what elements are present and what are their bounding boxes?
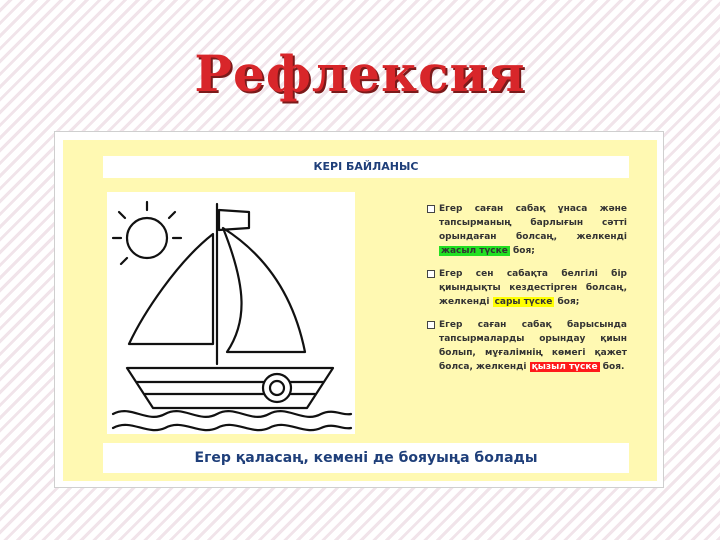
card-footer: Егер қаласаң, кемені де бояуыңа болады: [103, 443, 629, 473]
yellow-panel: [63, 140, 657, 481]
instruction-text: [439, 318, 627, 374]
instruction-list: [427, 202, 627, 383]
sun-icon: [113, 202, 181, 264]
instruction-text-after: боя;: [513, 246, 535, 256]
instruction-text-before: Егер саған сабақ ұнаса және тапсырманың барлығын сәтті орындаған болсаң, желкенді: [439, 204, 627, 242]
instruction-text-before: Егер саған сабақ барысында тапсырмаларды орындау қиын болып, мұғалімнің көмегі қажет болса, желкенді: [439, 320, 627, 372]
checkbox-square-icon: [427, 321, 435, 329]
boat-drawing-panel: [107, 192, 355, 434]
slide-title: Рефлексия: [194, 44, 526, 103]
instruction-text-after: боя.: [602, 362, 625, 372]
instruction-text: [439, 202, 627, 258]
highlight-yellow: сары түске: [494, 297, 553, 307]
list-item: [427, 267, 627, 309]
card-header: КЕРІ БАЙЛАНЫС: [103, 156, 629, 178]
checkbox-square-icon: [427, 205, 435, 213]
instruction-text: [439, 267, 627, 309]
instruction-text-after: боя;: [557, 297, 580, 307]
highlight-red: қызыл түске: [531, 362, 598, 372]
sailboat-coloring-drawing: [107, 192, 355, 434]
highlight-green: жасыл түске: [441, 246, 508, 256]
feedback-card: [54, 131, 664, 488]
instruction-text-before: Егер сен сабақта белгілі бір қиындықты кездестірген болсаң, желкенді: [439, 269, 627, 307]
list-item: [427, 318, 627, 374]
list-item: [427, 202, 627, 258]
checkbox-square-icon: [427, 270, 435, 278]
